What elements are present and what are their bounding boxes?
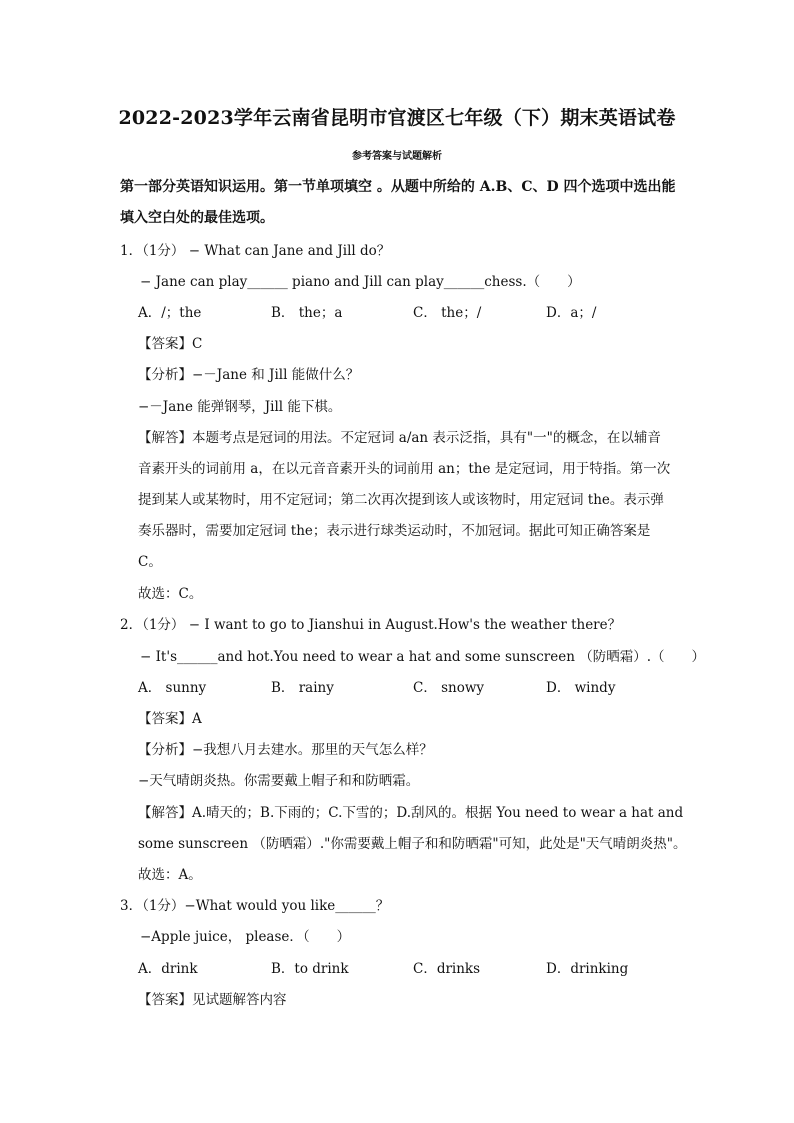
q1-explain-1: 【解答】本题考点是冠词的用法。不定冠词 a/an 表示泛指，具有"一"的概念，在以辅音 (138, 430, 661, 446)
q3-option-b: B．to drink (271, 961, 349, 977)
section-instruction-line2: 填入空白处的最佳选项。 (120, 210, 274, 226)
page-title: 2022-2023学年云南省昆明市官渡区七年级（下）期末英语试卷 (118, 107, 676, 129)
page-subtitle: 参考答案与试题解析 (352, 151, 442, 162)
q2-explain-1: 【解答】A.晴天的；B.下雨的；C.下雪的；D.刮风的。根据 You need to wear a hat and (138, 805, 684, 821)
q1-stem2: − Jane can play______ piano and Jill can play______chess.（ ） (140, 274, 581, 290)
section-instruction-line1: 第一部分英语知识运用。第一节单项填空 。从题中所给的 A.B、C、D 四个选项中选出能 (120, 179, 676, 195)
q3-answer: 【答案】见试题解答内容 (138, 992, 287, 1008)
q3-option-d: D．drinking (546, 961, 629, 977)
q2-choose: 故选：A。 (138, 867, 202, 883)
q2-explain-2: some sunscreen （防晒霜）."你需要戴上帽子和和防晒霜"可知，此处是"天气晴朗炎热"。 (138, 836, 687, 852)
q1-explain-2: 音素开头的词前用 a，在以元音音素开头的词前用 an；the 是定冠词，用于特指。第一次 (138, 461, 671, 477)
q1-explain-3: 提到某人或某物时，用不定冠词；第二次再次提到该人或该物时，用定冠词 the。表示弹 (138, 492, 664, 508)
q2-stem2: − It's______and hot.You need to wear a hat and some sunscreen （防晒霜）.（ ） (140, 649, 705, 665)
q1-option-b: B． the；a (271, 305, 343, 321)
q3-option-a: A．drink (138, 961, 198, 977)
q2-option-b: B． rainy (271, 680, 334, 696)
q3-option-c: C．drinks (413, 961, 481, 977)
q1-option-a: A．/；the (138, 305, 202, 321)
q1-analysis-1: 【分析】−－Jane 和 Jill 能做什么？ (138, 367, 360, 383)
q2-analysis-2: −天气晴朗炎热。你需要戴上帽子和和防晒霜。 (138, 773, 420, 789)
q1-option-c: C． the；/ (413, 305, 482, 321)
q3-stem2: −Apple juice， please．（ ） (140, 929, 351, 945)
q2-option-a: A． sunny (138, 680, 207, 696)
q1-explain-5: C。 (138, 554, 162, 570)
q2-stem: 2．（1分） − I want to go to Jianshui in August.How's the weather there？ (120, 617, 622, 633)
q2-option-d: D． windy (546, 680, 616, 696)
q3-stem: 3．（1分）−What would you like______？ (120, 898, 390, 914)
q1-stem: 1．（1分） − What can Jane and Jill do？ (120, 243, 391, 259)
q2-option-c: C． snowy (413, 680, 485, 696)
q1-explain-4: 奏乐器时，需要加定冠词 the；表示进行球类运动时，不加冠词。据此可知正确答案是 (138, 523, 651, 539)
q1-analysis-2: −－Jane 能弹钢琴，Jill 能下棋。 (138, 399, 342, 415)
q1-answer: 【答案】C (138, 336, 203, 352)
q2-answer: 【答案】A (138, 711, 202, 727)
q1-option-d: D．a；/ (546, 305, 597, 321)
q1-choose: 故选：C。 (138, 586, 203, 602)
q2-analysis-1: 【分析】−我想八月去建水。那里的天气怎么样？ (138, 742, 433, 758)
